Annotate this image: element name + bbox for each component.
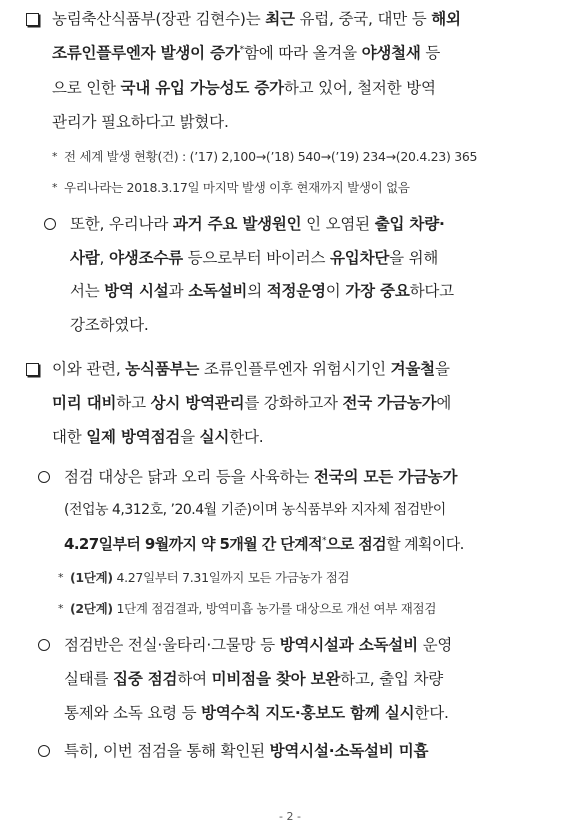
section-2-sub-1-line-3: 4.27일부터 9월까지 약 5개월 간 단계적*으로 점검할 계획이다. (64, 535, 464, 553)
section-1-note-2: 우리나라는 2018.3.17일 마지막 발생 이후 현재까지 발생이 없음 (64, 180, 410, 195)
circle-bullet-icon (44, 218, 56, 230)
section-2-sub-1-note-2: (2단계) 1단계 점검결과, 방역미흡 농가를 대상으로 개선 여부 재점검 (70, 601, 437, 616)
circle-bullet-icon (38, 471, 50, 483)
section-2-sub-1-line-1: 점검 대상은 닭과 오리 등을 사육하는 전국의 모든 가금농가 (64, 468, 458, 486)
section-1-sub-1-line-2: 사람, 야생조수류 등으로부터 바이러스 유입차단을 위해 (70, 249, 439, 267)
section-1-sub-1-line-3: 서는 방역 시설과 소독설비의 적정운영이 가장 중요하다고 (70, 282, 454, 300)
section-2-line-1: 이와 관련, 농식품부는 조류인플루엔자 위험시기인 겨울철을 (52, 360, 450, 378)
section-2-sub-2-line-2: 실태를 집중 점검하여 미비점을 찾아 보완하고, 출입 차량 (64, 670, 444, 688)
asterisk-icon: * (52, 150, 58, 163)
section-2-line-3: 대한 일제 방역점검을 실시한다. (52, 428, 264, 446)
section-1-line-4: 관리가 필요하다고 밝혔다. (52, 113, 229, 131)
section-2-sub-2-line-1: 점검반은 전실·울타리·그물망 등 방역시설과 소독설비 운영 (64, 636, 453, 654)
section-1-note-1: 전 세계 발생 현황(건) : (’17) 2,100→(’18) 540→(’19) 234→(20.4.23) 365 (64, 149, 478, 164)
section-1-sub-1-line-4: 강조하였다. (70, 316, 149, 334)
circle-bullet-icon (38, 639, 50, 651)
section-2-sub-2-line-3: 통제와 소독 요령 등 방역수칙 지도·홍보도 함께 실시한다. (64, 704, 449, 722)
section-2-sub-1-note-1: (1단계) 4.27일부터 7.31일까지 모든 가금농가 점검 (70, 570, 350, 585)
circle-bullet-icon (38, 745, 50, 757)
asterisk-icon: * (58, 602, 64, 615)
page-number: - 2 - (279, 810, 301, 823)
section-1-line-1: 농림축산식품부(장관 김현수)는 최근 유럽, 중국, 대만 등 해외 (52, 10, 461, 28)
square-bullet-icon (26, 363, 39, 376)
section-2-line-2: 미리 대비하고 상시 방역관리를 강화하고자 전국 가금농가에 (52, 394, 452, 412)
asterisk-icon: * (58, 571, 64, 584)
section-2-sub-3-line-1: 특히, 이번 점검을 통해 확인된 방역시설·소독설비 미흡 (64, 742, 429, 760)
section-1-line-2: 조류인플루엔자 발생이 증가*함에 따라 올겨울 야생철새 등 (52, 44, 441, 62)
section-2-sub-1-line-2: (전업농 4,312호, ’20.4월 기준)이며 농식품부와 지자체 점검반이 (64, 502, 446, 518)
square-bullet-icon (26, 13, 39, 26)
section-1-sub-1-line-1: 또한, 우리나라 과거 주요 발생원인 인 오염된 출입 차량· (70, 215, 445, 233)
section-1-line-3: 으로 인한 국내 유입 가능성도 증가하고 있어, 철저한 방역 (52, 79, 436, 97)
asterisk-icon: * (52, 181, 58, 194)
